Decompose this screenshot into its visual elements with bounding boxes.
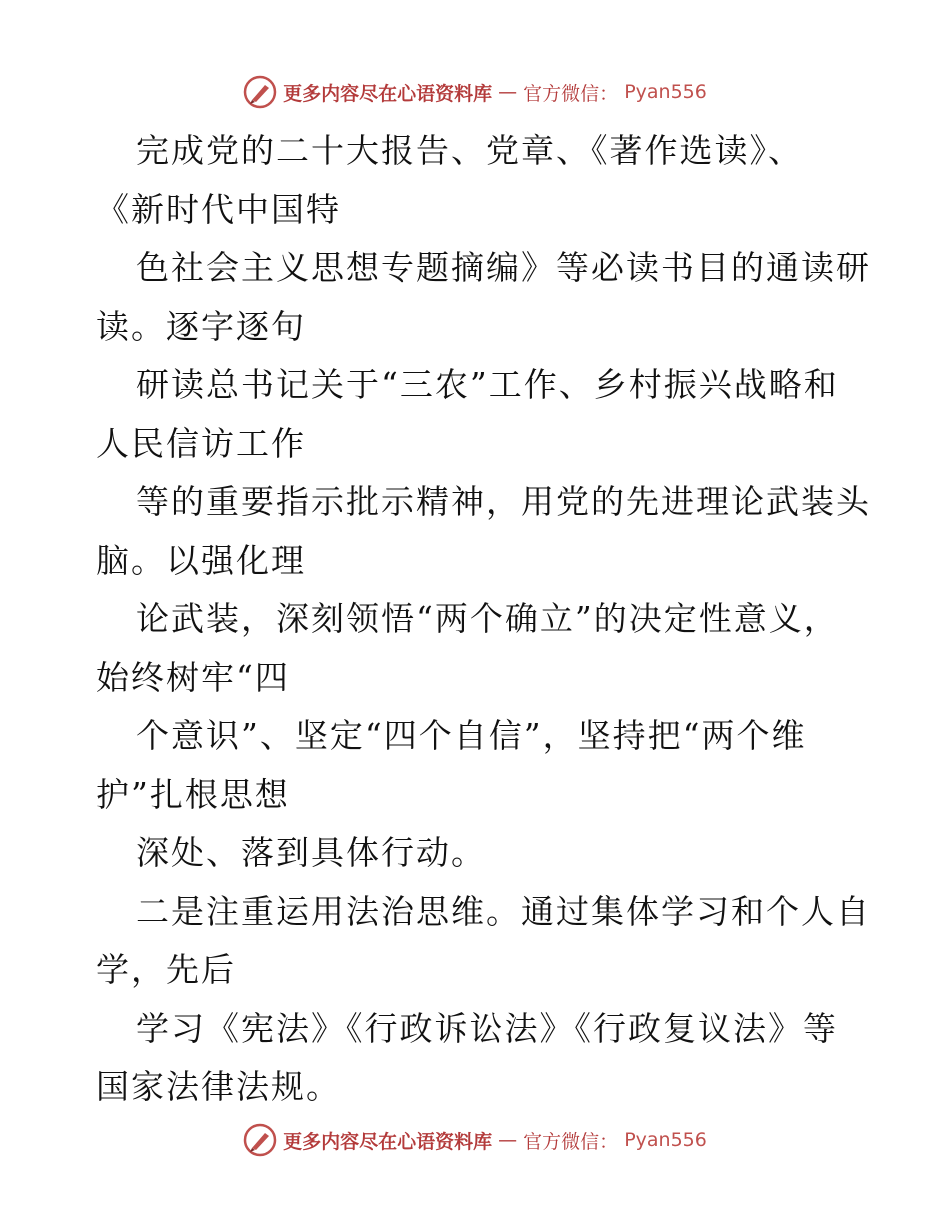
wechat-label: 官方微信： (523, 82, 619, 105)
text-line: 读。逐字逐句 (96, 306, 306, 346)
pen-logo-icon (243, 1123, 277, 1157)
text-line: 《新时代中国特 (96, 189, 341, 229)
text-line: 国家法律法规。 (96, 1067, 341, 1106)
text-line: 学，先后 (96, 950, 236, 989)
wechat-id: Pyan556 (624, 81, 707, 103)
text-line: 人民信访工作 (96, 423, 306, 463)
text-line: 始终树牢“四 (96, 657, 290, 697)
text-line: 护”扎根思想 (96, 774, 290, 814)
text-line: 完成党的二十大报告、党章、《著作选读》、 (136, 131, 803, 170)
text-line: 研读总书记关于“三农”工作、乡村振兴战略和 (136, 365, 839, 404)
text-line: 色社会主义思想专题摘编》等必读书目的通读研 (136, 248, 871, 287)
text-line: 二是注重运用法治思维。通过集体学习和个人自 (136, 891, 871, 931)
text-line: 论武装，深刻领悟“两个确立”的决定性意义， (136, 599, 839, 638)
wechat-id: Pyan556 (624, 1129, 707, 1151)
text-line: 等的重要指示批示精神，用党的先进理论武装头 (136, 482, 871, 521)
pen-logo-icon (243, 75, 277, 109)
wechat-label: 官方微信： (523, 1130, 619, 1153)
banner-text: 更多内容尽在心语资料库 (283, 1130, 493, 1153)
text-line: 学习《宪法》《行政诉讼法》《行政复议法》等 (136, 1008, 838, 1048)
text-line: 个意识”、坚定“四个自信”，坚持把“两个维 (136, 716, 807, 755)
page-footer-banner (0, 1120, 950, 1160)
document-body (96, 122, 871, 1117)
page-header-banner (0, 72, 950, 112)
banner-dash: — (498, 81, 518, 103)
text-line: 深处、落到具体行动。 (136, 833, 486, 872)
text-line: 脑。以强化理 (96, 540, 306, 580)
banner-dash: — (498, 1129, 518, 1151)
banner-text: 更多内容尽在心语资料库 (283, 82, 493, 105)
